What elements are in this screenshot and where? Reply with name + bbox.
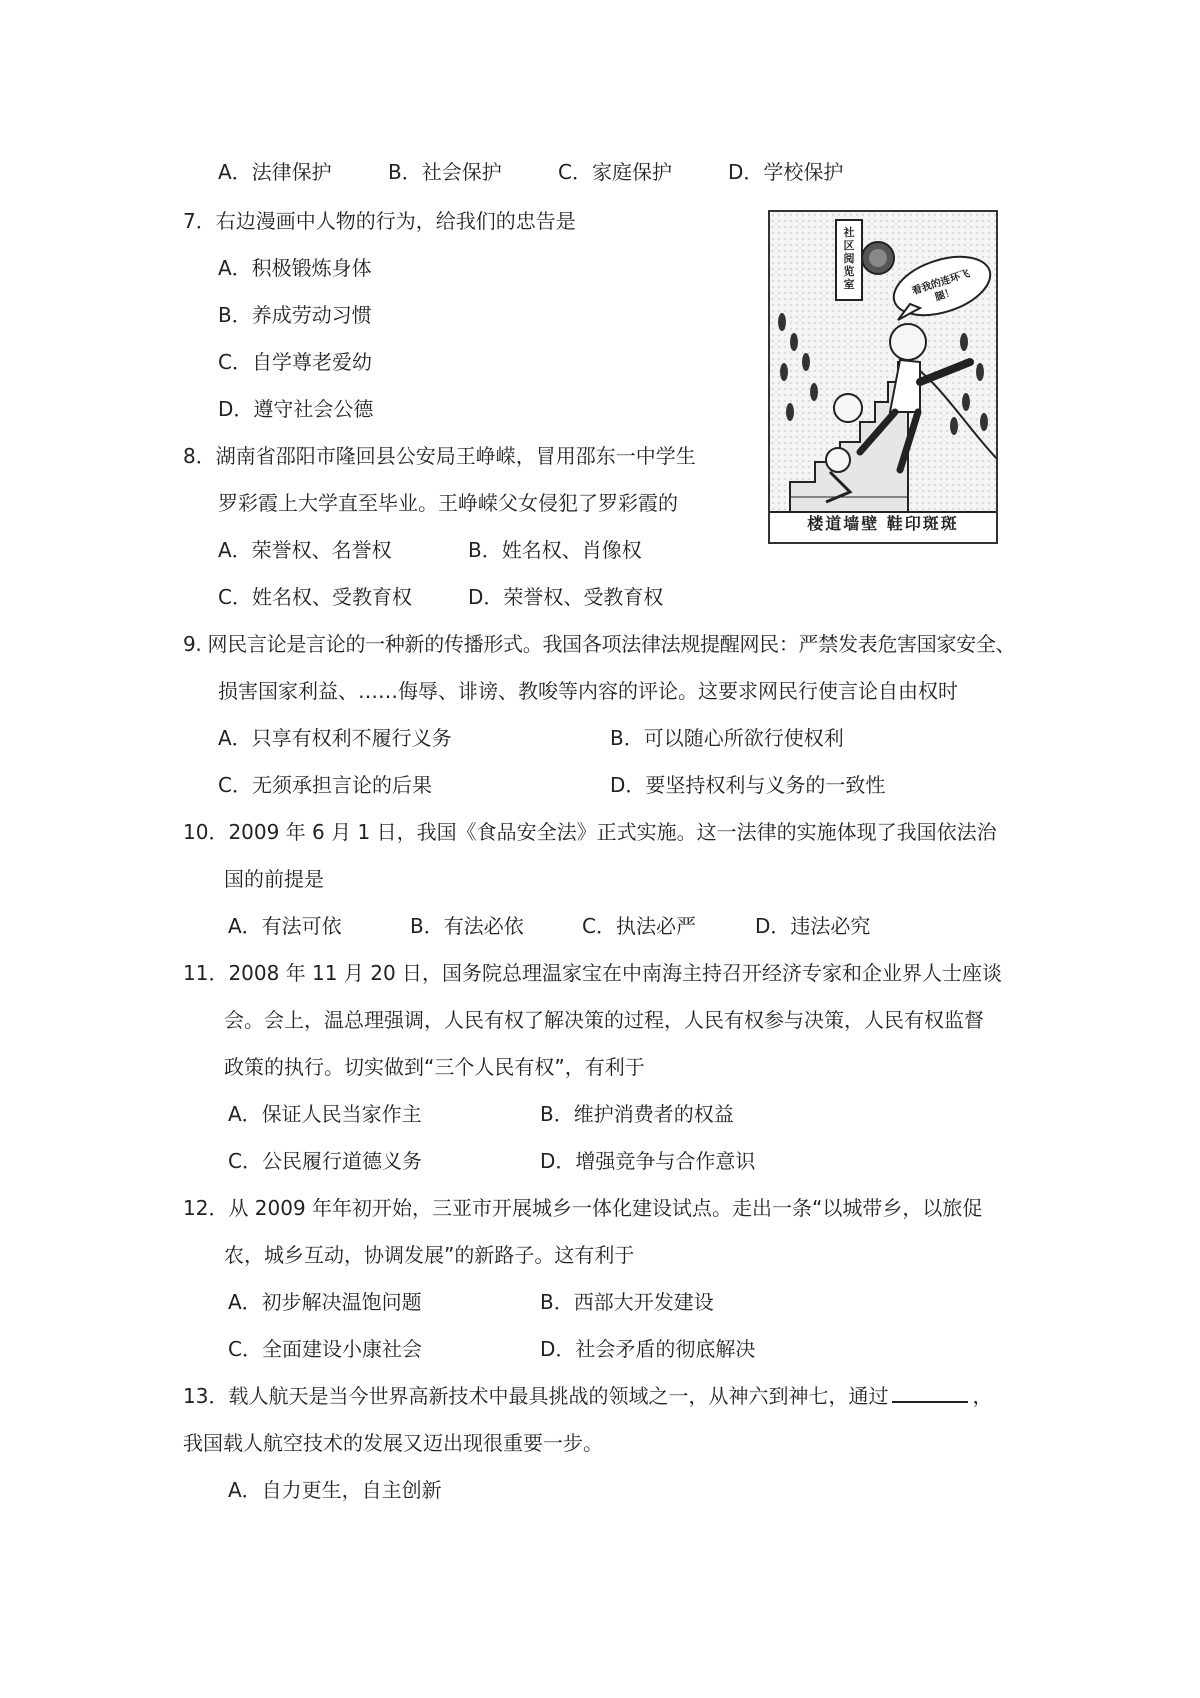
q13-stem-line1 [183,1382,992,1410]
q10-stem-line1: 10．2009 年 6 月 1 日，我国《食品安全法》正式实施。这一法律的实施体现了我国依法治 [183,820,997,844]
q9-stem-line2: 损害国家利益、……侮辱、诽谤、教唆等内容的评论。这要求网民行使言论自由权时 [218,679,958,703]
q13-stem-line2: 我国载人航空技术的发展又迈出现很重要一步。 [183,1431,603,1455]
q7-option-a: A．积极锻炼身体 [218,256,372,280]
q9-option-c: C．无须承担言论的后果 [218,773,432,797]
q10-option-b: B．有法必依 [410,914,524,938]
q12-option-a: A．初步解决温饱问题 [228,1290,422,1314]
q10-option-d: D．违法必究 [755,914,871,938]
q9-option-b: B．可以随心所欲行使权利 [610,726,844,750]
q13-option-a: A．自力更生，自主创新 [228,1478,442,1502]
q11-option-a: A．保证人民当家作主 [228,1102,422,1126]
q7-option-b: B．养成劳动习惯 [218,303,372,327]
q12-option-c: C．全面建设小康社会 [228,1337,422,1361]
q12-option-b: B．西部大开发建设 [540,1290,714,1314]
q7-option-d: D．遵守社会公德 [218,397,374,421]
q13-stem-line1-text: 13．载人航天是当今世界高新技术中最具挑战的领域之一，从神六到神七，通过 [183,1384,889,1408]
cartoon-illustration [768,210,998,544]
q11-option-d: D．增强竞争与合作意识 [540,1149,756,1173]
q7-option-c: C．自学尊老爱幼 [218,350,372,374]
q8-stem-line2: 罗彩霞上大学直至毕业。王峥嵘父女侵犯了罗彩霞的 [218,491,678,515]
cartoon-caption: 楼道墙壁 鞋印斑斑 [807,514,959,533]
q6-option-a: A．法律保护 [218,160,332,184]
q11-stem-line3: 政策的执行。切实做到“三个人民有权”，有利于 [224,1055,645,1079]
q10-stem-line2: 国的前提是 [224,867,324,891]
cartoon-sign-text: 社区阅览室 [843,226,855,291]
q12-stem-line1: 12．从 2009 年年初开始，三亚市开展城乡一体化建设试点。走出一条“以城带乡，以旅促 [183,1196,983,1220]
cartoon-bubble-text: 看我的连环飞腿！ [910,268,972,304]
q8-option-c: C．姓名权、受教育权 [218,585,412,609]
q11-option-b: B．维护消费者的权益 [540,1102,734,1126]
q12-option-d: D．社会矛盾的彻底解决 [540,1337,756,1361]
q6-option-b: B．社会保护 [388,160,502,184]
q11-stem-line1: 11．2008 年 11 月 20 日，国务院总理温家宝在中南海主持召开经济专家和企业界人士座谈 [183,961,1003,985]
q9-stem-line1: 9. 网民言论是言论的一种新的传播形式。我国各项法律法规提醒网民：严禁发表危害国家安全、 [183,632,1016,656]
q10-option-c: C．执法必严 [582,914,696,938]
q11-stem-line2: 会。会上，温总理强调，人民有权了解决策的过程，人民有权参与决策，人民有权监督 [224,1008,984,1032]
cartoon-drawing [770,212,998,544]
q9-option-d: D．要坚持权利与义务的一致性 [610,773,886,797]
q8-stem-line1: 8．湖南省邵阳市隆回县公安局王峥嵘，冒用邵东一中学生 [183,444,696,468]
q8-option-a: A．荣誉权、名誉权 [218,538,392,562]
q6-option-c: C．家庭保护 [558,160,672,184]
q6-option-d: D．学校保护 [728,160,844,184]
q10-option-a: A．有法可依 [228,914,342,938]
q13-stem-line1-comma: ， [972,1384,993,1408]
answer-blank [892,1383,968,1403]
q9-option-a: A．只享有权利不履行义务 [218,726,452,750]
q8-option-b: B．姓名权、肖像权 [468,538,642,562]
q11-option-c: C．公民履行道德义务 [228,1149,422,1173]
q8-option-d: D．荣誉权、受教育权 [468,585,664,609]
q12-stem-line2: 农，城乡互动，协调发展”的新路子。这有利于 [224,1243,635,1267]
q7-stem: 7．右边漫画中人物的行为，给我们的忠告是 [183,209,576,233]
